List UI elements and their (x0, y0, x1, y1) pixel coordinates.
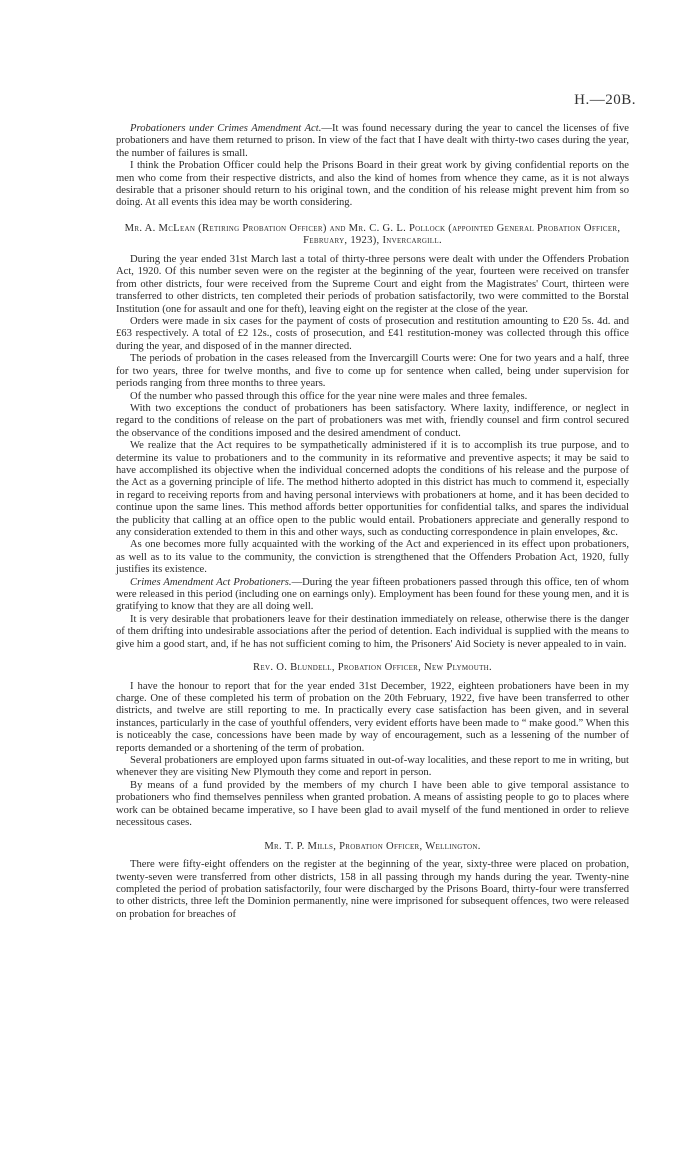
paragraph-text: —It was found necessary during the year to cancel the licenses of five probationers and have them returned to prison. In view of the fact that I have dealt with thirty-two cases during the year, the number of failures is small. (116, 123, 629, 159)
paragraph-lead-italic: Crimes Amendment Act Probationers. (130, 576, 292, 588)
crimes-amendment-paragraph (116, 123, 629, 160)
body-paragraph: I have the honour to report that for the year ended 31st December, 1922, eighteen probationers have been in my charge. One of these completed his term of probation on the 20th February, 1922, five have been transferred to other districts, and twelve are still reporting to me. In practically every case satisfaction has been given, and in several instances, particularly in the case of youthful offenders, very evident efforts have been made to “ make good.” When this is noticeably the case, concessions have been made by way of encouragement, such as a lessening of the number of reports demanded or a shortening of the term of probation. (116, 680, 629, 754)
body-paragraph: There were fifty-eight offenders on the register at the beginning of the year, sixty-three were placed on probation, twenty-seven were transferred from other districts, 158 in all passing through my hands during the year. Twenty-nine completed the period of probation satisfactorily, four were discharged by the Prisons Board, thirty-four were transferred to other districts, three left the Dominion permanently, nine were imprisoned for subsequent offences, two were released on probation for breaches of (116, 859, 629, 920)
section-heading-invercargill: Mr. A. McLean (Retiring Probation Officer) and Mr. C. G. L. Pollock (appointed General Probation Officer, February, 1923), Invercargill. (124, 222, 621, 247)
body-paragraph: As one becomes more fully acquainted with the working of the Act and experienced in its effect upon probationers, as well as to its value to the community, the conviction is strengthened that the Offenders Probation Act, 1920, fully justifies its existence. (116, 539, 629, 576)
body-paragraph: Orders were made in six cases for the payment of costs of prosecution and restitution amounting to £20 5s. 4d. and £63 respectively. A total of £2 12s., costs of prosecution, and £41 restitution-money was collected through this office during the year, and disposed of in the manner directed. (116, 316, 629, 352)
paragraph-lead-italic: Probationers under Crimes Amendment Act. (130, 123, 322, 134)
crimes-amendment-probationers-paragraph (116, 577, 629, 614)
body-paragraph: By means of a fund provided by the members of my church I have been able to give temporal assistance to probationers who find themselves penniless when granted probation. A means of assisting people to go to places where work can be obtained became imperative, so I have been glad to avail myself of the fund mentioned in order to relieve necessitous cases. (116, 779, 629, 829)
body-paragraph: The periods of probation in the cases released from the Invercargill Courts were: One for two years and a half, three for two years, three for twelve months, and five to come up for sentence when called, being under supervision for periods ranging from three months to three years. (116, 353, 629, 390)
page-number: H.—20B. (574, 92, 636, 108)
section-heading-new-plymouth: Rev. O. Blundell, Probation Officer, New Plymouth. (253, 662, 492, 674)
body-paragraph: Several probationers are employed upon farms situated in out-of-way localities, and these report to me in writing, but whenever they are visiting New Plymouth they come and report in person. (116, 755, 629, 779)
body-paragraph: With two exceptions the conduct of probationers has been satisfactory. Where laxity, indifference, or neglect in regard to the conditions of release on the part of probationers was met with, friendly counsel and firm control secured the observance of the conditions imposed and the desired amendment of conduct. (116, 402, 629, 439)
body-paragraph: During the year ended 31st March last a total of thirty-three persons were dealt with under the Offenders Probation Act, 1920. Of this number seven were on the register at the beginning of the year, fourteen were received on transfer from other districts, four were received from the Supreme Court and eight from the Magistrates' Court, thirteen were transferred to other districts, ten completed their periods of probation satisfactorily, two were committed to the Borstal Institution (one for assault and one for theft), leaving eight on the register at the close of the year. (116, 254, 629, 315)
document-body (116, 123, 629, 921)
body-paragraph: I think the Probation Officer could help the Prisons Board in their great work by giving confidential reports on the men who come from their respective districts, and also the kind of homes from whence they came, as it is not always desirable that a prisoner should return to his original town, and the condition of his release might prevent him from so doing. At all events this idea may be worth considering. (116, 160, 629, 209)
body-paragraph: We realize that the Act requires to be sympathetically administered if it is to accomplish its true purpose, and to determine its value to probationers and to the community in its reformative and preventive aspects; it may be said to have accomplished its objective when the individual concerned adopts the conditions of his release and the purpose of the Act as a governing principle of life. The method hitherto adopted in this district has much to commend it, especially in regard to receiving reports from and having personal interviews with probationers at home, and it has been decided to continue upon the same lines. This method affords better opportunities for confidential talks, and spares the individual the publicity that calling at an office open to the public would entail. Probationers appreciate and generally respond to any consideration extended to them in this and other ways, such as conducting correspondence in plain envelopes, &c. (116, 440, 629, 538)
section-heading-wellington: Mr. T. P. Mills, Probation Officer, Wellington. (264, 840, 481, 852)
body-paragraph: Of the number who passed through this office for the year nine were males and three females. (130, 390, 528, 402)
paragraph-text: —During the year fifteen probationers passed through this office, ten of whom were released in this period (including one on earnings only). Employment has been found for these young men, and it is gratifying to know that they are all doing well. (116, 576, 629, 613)
body-paragraph: It is very desirable that probationers leave for their destination immediately on release, otherwise there is the danger of them drifting into undesirable associations after the period of detention. Each individual is supplied with the means to give him a good start, and, if he has not sufficient coming to him, the Prisoners' Aid Society is never appealed to in vain. (116, 613, 629, 650)
